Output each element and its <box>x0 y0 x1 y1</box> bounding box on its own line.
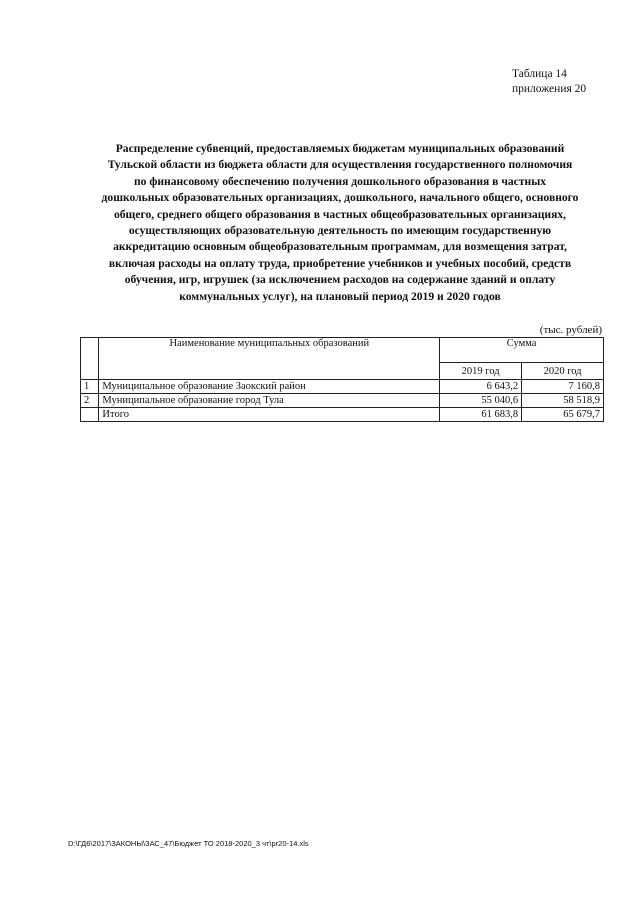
header-number-cell <box>81 338 99 380</box>
header-sum-cell: Сумма <box>440 338 604 363</box>
file-path-footer: D:\ГД6\2017\ЗАКОНЫ\ЗАС_47\Бюджет ТО 2018-2020_3 чт\pr20-14.xls <box>68 839 309 848</box>
header-2019-cell: 2019 год <box>440 363 522 380</box>
row-name: Муниципальное образование Заокский район <box>99 380 440 394</box>
appendix-header <box>512 67 586 97</box>
row-number: 2 <box>81 394 99 408</box>
title-line: Распределение субвенций, предоставляемых бюджетам муниципальных образований <box>115 142 565 155</box>
title-line: Тульской области из бюджета области для осуществления государственного полномочия <box>107 158 573 172</box>
row-name: Итого <box>99 408 440 422</box>
table-row <box>81 380 604 394</box>
table-total-row <box>81 408 604 422</box>
title-line: общего, среднего общего образования в частных общеобразовательных организациях, <box>113 207 567 221</box>
title-line: включая расходы на оплату труда, приобретение учебников и учебных пособий, средств <box>108 256 572 270</box>
appendix-number: приложения 20 <box>512 83 587 95</box>
header-2020-cell: 2020 год <box>522 363 604 380</box>
row-name: Муниципальное образование город Тула <box>99 394 440 408</box>
row-2020-value: 65 679,7 <box>522 408 604 422</box>
header-name-cell: Наименование муниципальных образований <box>99 338 440 380</box>
document-title <box>70 141 610 305</box>
title-line: осуществляющих образовательную деятельность по имеющим государственную <box>128 224 552 238</box>
row-2019-value: 6 643,2 <box>440 380 522 394</box>
row-2019-value: 55 040,6 <box>440 394 522 408</box>
units-label: (тыс. рублей) <box>539 324 602 336</box>
title-line: коммунальных услуг), на плановый период 2019 и 2020 годов <box>179 289 501 303</box>
title-line: по финансовому обеспечению получения дошкольного образования в частных <box>133 174 547 188</box>
subvention-table <box>80 337 604 422</box>
title-line: обучения, игр, игрушек (за исключением расходов на содержание зданий и оплату <box>124 273 556 287</box>
title-line: аккредитацию основным общеобразовательным программам, для возмещения затрат, <box>113 240 567 254</box>
table-number: Таблица 14 <box>512 68 567 80</box>
title-line: дошкольных образовательных организациях, дошкольного, начального общего, основного <box>101 191 579 205</box>
table-header-row <box>81 338 604 363</box>
table-row <box>81 394 604 408</box>
row-2019-value: 61 683,8 <box>440 408 522 422</box>
row-2020-value: 58 518,9 <box>522 394 604 408</box>
row-number <box>81 408 99 422</box>
row-number: 1 <box>81 380 99 394</box>
row-2020-value: 7 160,8 <box>522 380 604 394</box>
